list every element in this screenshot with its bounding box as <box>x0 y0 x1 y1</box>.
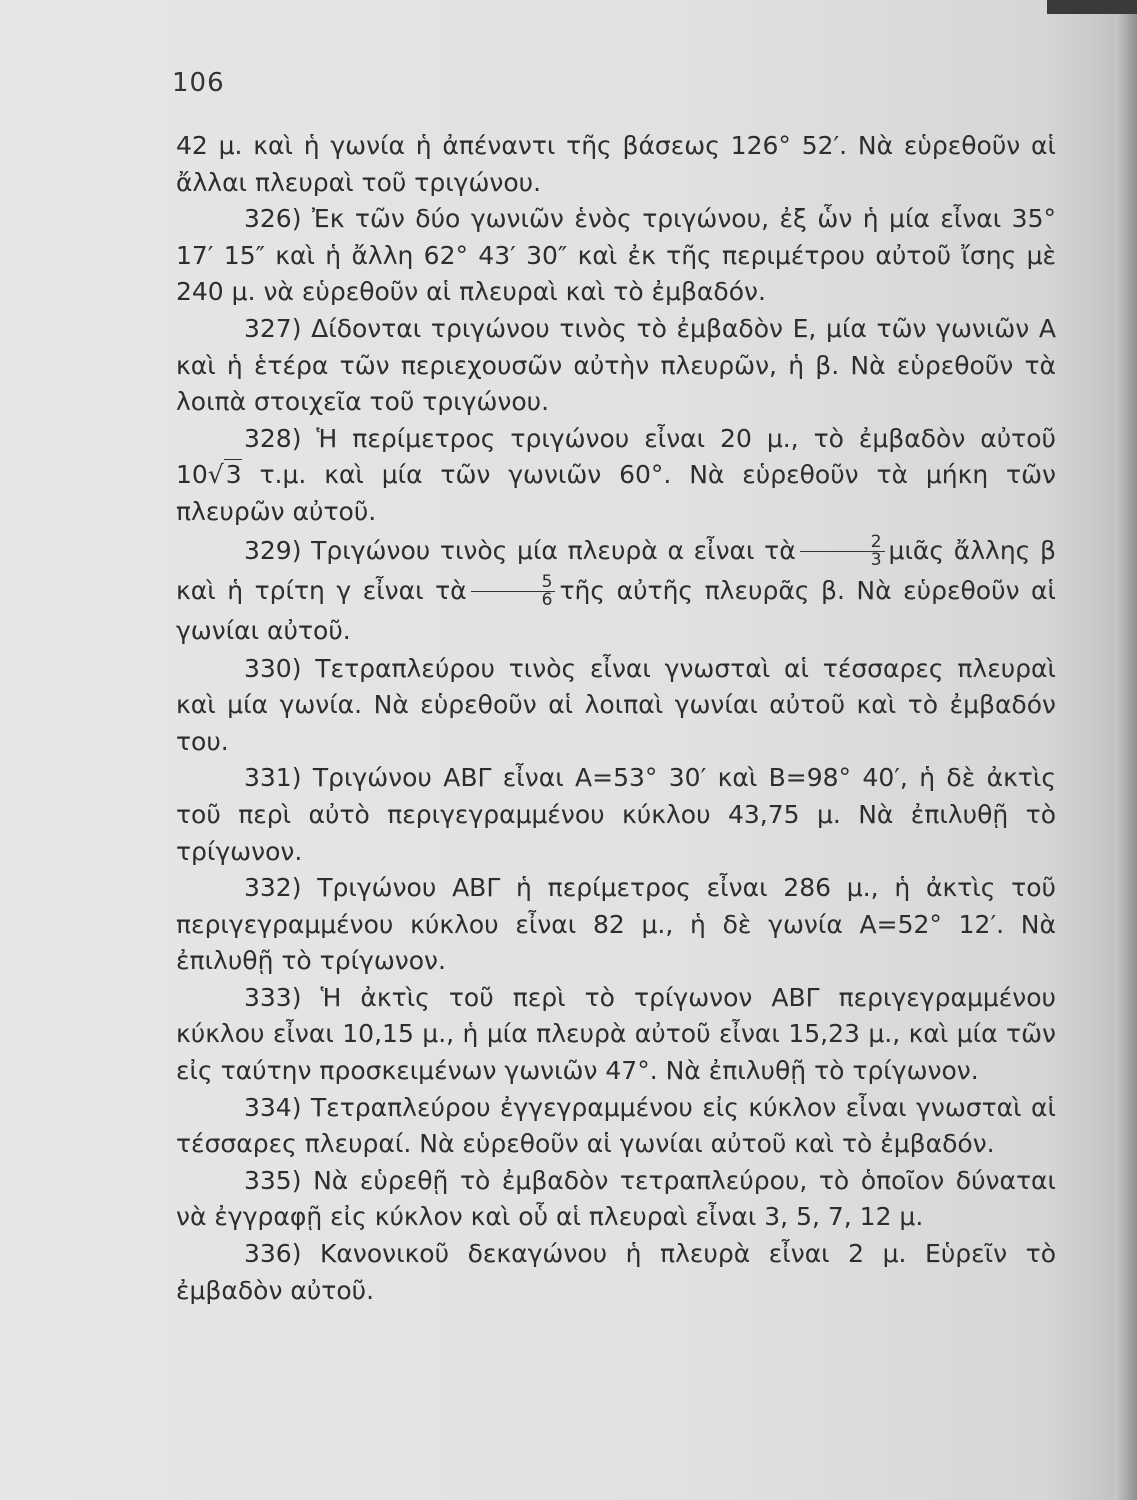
exercise-329-text-b: μιᾶς ἄλλης β καὶ ἡ τρίτη γ εἶναι τὰ <box>176 535 1056 605</box>
exercise-336: 336) Κανονικοῦ δεκαγώνου ἡ πλευρὰ εἶναι 2 μ. Εὑρεῖν τὸ ἐμβαδὸν αὐτοῦ. <box>176 1239 1056 1305</box>
exercise-329-text-c: τῆς αὐτῆς πλευρᾶς β. Νὰ εὑρεθοῦν αἱ γωνίαι αὐτοῦ. <box>176 575 1056 645</box>
fraction-two-thirds <box>800 534 885 569</box>
fraction-denominator: 3 <box>870 550 882 571</box>
exercise-333: 333) Ἡ ἀκτὶς τοῦ περὶ τὸ τρίγωνον ΑΒΓ περιγεγραμμένου κύκλου εἶναι 10,15 μ., ἡ μία πλευρὰ αὐτοῦ εἶναι 15,23 μ., καὶ μία τῶν εἰς ταύτην προσκειμένων γωνιῶν 47°. Νὰ ἐπιλυθῇ τὸ τρίγωνον. <box>176 982 1056 1086</box>
exercise-329 <box>176 531 1056 651</box>
exercise-328-text-a: 328) Ἡ περίμετρος τριγώνου εἶναι 20 μ., τὸ ἐμβαδὸν αὐτοῦ 10√ <box>176 423 1056 490</box>
exercise-332: 332) Τριγώνου ΑΒΓ ἡ περίμετρος εἶναι 286 μ., ἡ ἀκτὶς τοῦ περιγεγραμμένου κύκλου εἶναι 82 μ., ἡ δὲ γωνία Α=52° 12′. Νὰ ἐπιλυθῇ τὸ τρίγωνον. <box>176 873 1056 976</box>
exercise-334: 334) Τετραπλεύρου ἐγγεγραμμένου εἰς κύκλον εἶναι γνωσταὶ αἱ τέσσαρες πλευραί. Νὰ εὑρεθοῦν αἱ γωνίαι αὐτοῦ καὶ τὸ ἐμβαδόν. <box>176 1092 1056 1159</box>
scan-corner-dark <box>1047 0 1137 14</box>
fraction-five-sixths <box>471 574 556 609</box>
exercise-331: 331) Τριγώνου ΑΒΓ εἶναι Α=53° 30′ καὶ Β=98° 40′, ἡ δὲ ἀκτὶς τοῦ περὶ αὐτὸ περιγεγραμμένου κύκλου 43,75 μ. Νὰ ἐπιλυθῇ τὸ τρίγωνον. <box>176 763 1056 866</box>
exercise-329-text-a: 329) Τριγώνου τινὸς μία πλευρὰ α εἶναι τὰ <box>244 535 796 565</box>
exercise-327: 327) Δίδονται τριγώνου τινὸς τὸ ἐμβαδὸν Ε, μία τῶν γωνιῶν Α καὶ ἡ ἑτέρα τῶν περιεχουσῶν αὐτὴν πλευρῶν, ἡ β. Νὰ εὑρεθοῦν τὰ λοιπὰ στοιχεῖα τοῦ τριγώνου. <box>176 313 1056 417</box>
exercise-328 <box>176 421 1056 531</box>
fraction-numerator: 2 <box>800 534 885 552</box>
sqrt-radicand: 3 <box>225 460 242 490</box>
fraction-denominator: 6 <box>541 590 553 611</box>
page-body <box>176 128 1056 1309</box>
exercise-326: 326) Ἐκ τῶν δύο γωνιῶν ἑνὸς τριγώνου, ἐξ ὧν ἡ μία εἶναι 35° 17′ 15″ καὶ ἡ ἄλλη 62° 43′ 30″ καὶ ἐκ τῆς περιμέτρου αὐτοῦ ἴσης μὲ 240 μ. νὰ εὑρεθοῦν αἱ πλευραὶ καὶ τὸ ἐμβαδόν. <box>176 204 1056 307</box>
exercise-328-text-b: τ.μ. καὶ μία τῶν γωνιῶν 60°. Νὰ εὑρεθοῦν τὰ μήκη τῶν πλευρῶν αὐτοῦ. <box>176 460 1056 526</box>
exercise-335: 335) Νὰ εὑρεθῇ τὸ ἐμβαδὸν τετραπλεύρου, τὸ ὁποῖον δύναται νὰ ἐγγραφῇ εἰς κύκλον καὶ οὗ αἱ πλευραὶ εἶναι 3, 5, 7, 12 μ. <box>176 1165 1056 1232</box>
paragraph-325-continuation: 42 μ. καὶ ἡ γωνία ἡ ἀπέναντι τῆς βάσεως 126° 52′. Νὰ εὑρεθοῦν αἱ ἄλλαι πλευραὶ τοῦ τριγώνου. <box>176 131 1056 197</box>
page-number: 106 <box>172 68 225 98</box>
fraction-numerator: 5 <box>471 574 556 592</box>
page-edge-shadow <box>1115 0 1137 1500</box>
exercise-330: 330) Τετραπλεύρου τινὸς εἶναι γνωσταὶ αἱ τέσσαρες πλευραὶ καὶ μία γωνία. Νὰ εὑρεθοῦν αἱ λοιπαὶ γωνίαι αὐτοῦ καὶ τὸ ἐμβαδόν του. <box>176 653 1056 756</box>
